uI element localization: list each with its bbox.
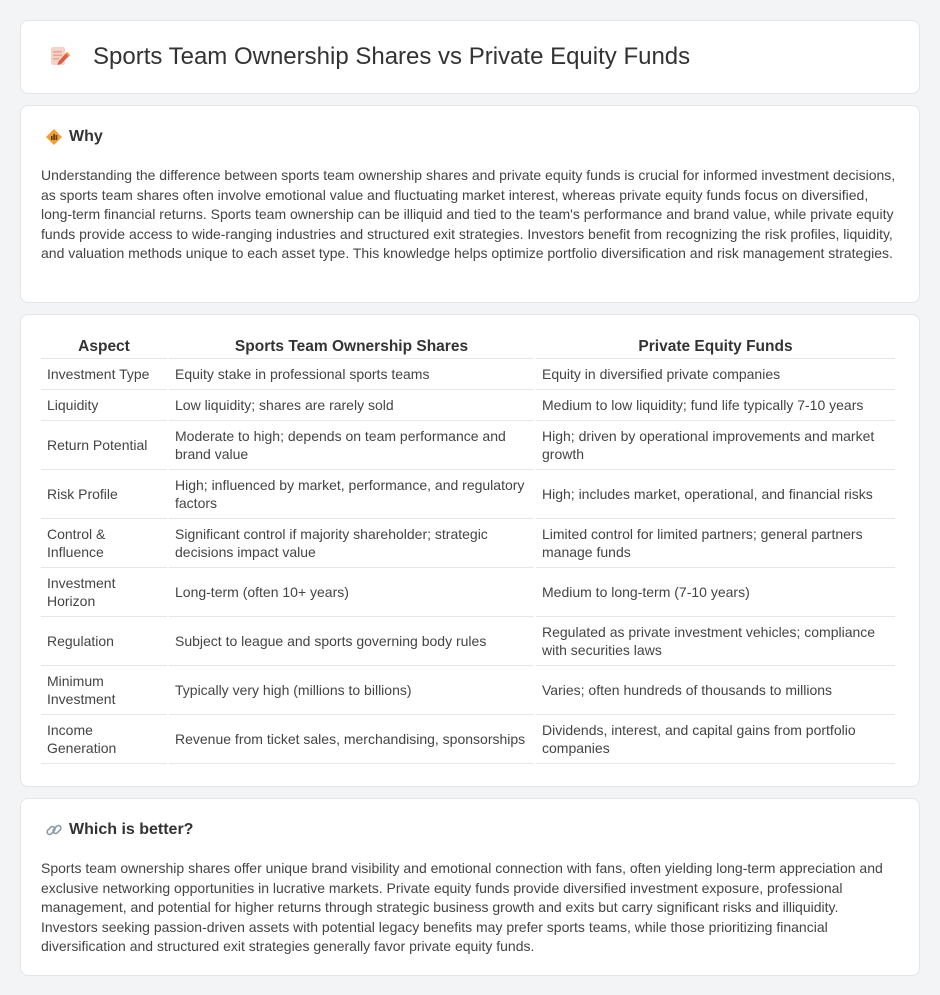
pe-cell: Medium to low liquidity; fund life typically 7-10 years	[536, 390, 895, 421]
diamond-signal-icon	[45, 128, 63, 146]
aspect-cell: Risk Profile	[41, 470, 167, 519]
better-paragraph: Sports team ownership shares offer unique brand visibility and emotional connection with fans, often yielding long-term appreciation and exclusive networking opportunities in lucrative markets. Private equity funds provide diversified investment exposure, professional management, and potential for higher returns through strategic business growth and exits but carry significant risks and illiquidity. Investors seeking passion-driven assets with potential legacy benefits may prefer sports teams, while those prioritizing financial diversification and structured exit strategies generally favor private equity funds.	[41, 860, 883, 954]
header-card	[20, 20, 920, 94]
comparison-table	[39, 335, 897, 764]
aspect-cell: Regulation	[41, 617, 167, 666]
column-header-pe: Private Equity Funds	[536, 335, 895, 359]
pe-cell: High; includes market, operational, and financial risks	[536, 470, 895, 519]
pe-cell: Equity in diversified private companies	[536, 359, 895, 390]
link-icon	[45, 821, 63, 839]
sports-cell: Revenue from ticket sales, merchandising, sponsorships	[169, 715, 534, 764]
table-row	[41, 617, 895, 666]
pe-cell: Dividends, interest, and capital gains from portfolio companies	[536, 715, 895, 764]
sports-cell: Significant control if majority shareholder; strategic decisions impact value	[169, 519, 534, 568]
sports-cell: Low liquidity; shares are rarely sold	[169, 390, 534, 421]
table-row	[41, 359, 895, 390]
sports-cell: High; influenced by market, performance, and regulatory factors	[169, 470, 534, 519]
which-is-better-section	[20, 798, 920, 976]
sports-cell: Long-term (often 10+ years)	[169, 568, 534, 617]
sports-cell: Moderate to high; depends on team performance and brand value	[169, 421, 534, 470]
sports-cell: Subject to league and sports governing body rules	[169, 617, 534, 666]
aspect-cell: Investment Horizon	[41, 568, 167, 617]
sports-cell: Equity stake in professional sports teams	[169, 359, 534, 390]
why-section	[20, 105, 920, 303]
table-row	[41, 568, 895, 617]
comparison-table-card	[20, 314, 920, 787]
table-row	[41, 421, 895, 470]
pe-cell: High; driven by operational improvements and market growth	[536, 421, 895, 470]
aspect-cell: Liquidity	[41, 390, 167, 421]
pe-cell: Medium to long-term (7-10 years)	[536, 568, 895, 617]
table-row	[41, 470, 895, 519]
pe-cell: Varies; often hundreds of thousands to millions	[536, 666, 895, 715]
aspect-cell: Return Potential	[41, 421, 167, 470]
aspect-cell: Minimum Investment	[41, 666, 167, 715]
better-heading	[45, 821, 899, 839]
sports-cell: Typically very high (millions to billions)	[169, 666, 534, 715]
table-row	[41, 715, 895, 764]
aspect-cell: Control & Influence	[41, 519, 167, 568]
page-title: Sports Team Ownership Shares vs Private Equity Funds	[93, 43, 691, 70]
table-row	[41, 666, 895, 715]
why-heading-label: Why	[69, 128, 103, 145]
better-heading-label: Which is better?	[69, 821, 194, 838]
why-heading	[45, 128, 899, 146]
document-pencil-icon	[47, 44, 73, 70]
aspect-cell: Income Generation	[41, 715, 167, 764]
pe-cell: Regulated as private investment vehicles; compliance with securities laws	[536, 617, 895, 666]
aspect-cell: Investment Type	[41, 359, 167, 390]
why-paragraph: Understanding the difference between sports team ownership shares and private equity funds is crucial for informed investment decisions, as sports team shares often involve emotional value and fluctuating market interest, whereas private equity funds focus on diversified, long-term financial returns. Sports team ownership can be illiquid and tied to the team's performance and brand value, while private equity funds provide access to wide-ranging industries and structured exit strategies. Investors benefit from recognizing the risk profiles, liquidity, and valuation methods unique to each asset type. This knowledge helps optimize portfolio diversification and risk management strategies.	[41, 167, 896, 261]
table-row	[41, 519, 895, 568]
table-row	[41, 390, 895, 421]
table-header-row	[41, 335, 895, 359]
column-header-sports: Sports Team Ownership Shares	[169, 335, 534, 359]
column-header-aspect: Aspect	[41, 335, 167, 359]
pe-cell: Limited control for limited partners; general partners manage funds	[536, 519, 895, 568]
